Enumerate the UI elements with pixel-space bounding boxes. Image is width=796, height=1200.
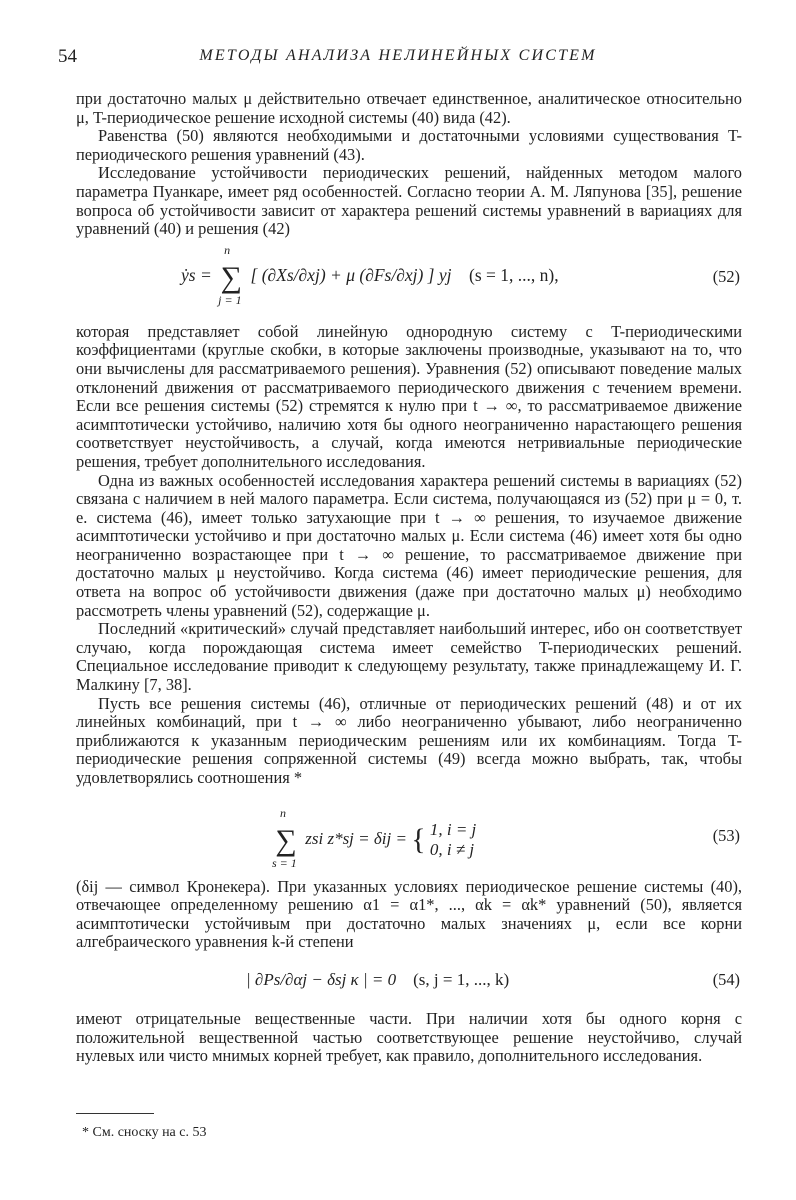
- footnote-rule: [76, 1113, 154, 1114]
- sum-upper-limit: n: [224, 242, 231, 257]
- paragraph-6: Последний «критический» случай представляет наибольший интерес, ибо он соответствует случаю, когда порождающая система имеет семейство T-периодических решений. Специальное исследование приводит к следующему результату, также принадлежащему И. Г. Малкину [7, 38].: [76, 619, 742, 695]
- equation-52-number: (52): [712, 266, 740, 286]
- case-1: 1, i = j: [429, 819, 477, 839]
- equation-53: [76, 788, 742, 878]
- case-2: 0, i ≠ j: [429, 839, 475, 859]
- paragraph-5: Одна из важных особенностей исследования характера решений системы в вариациях (52) связана с наличием в ней малого параметра. Если система, получающаяся из (52) при μ = 0, т. е. система (46), имеет только затухающие при t → ∞ решения, то изучаемое движение асимптотически устойчиво и при достаточно малых μ. Если система (46) имеет хотя бы одно неограниченно возрастающее при t → ∞ решение, то рассматриваемое движение при достаточно малых μ неустойчиво. Когда система (46) имеет периодические решения, для ответа на вопрос об устойчивости движения (даже при достаточно малых μ) необходимо рассмотреть члены уравнений (52), содержащие μ.: [76, 470, 742, 620]
- equation-52-condition: (s = 1, ..., n),: [469, 264, 559, 285]
- sum-lower-limit: j = 1: [218, 292, 242, 307]
- equation-54-number: (54): [712, 969, 740, 989]
- equation-53-body: zsi z*sj = δij =: [305, 828, 407, 848]
- sum-upper-limit-53: n: [280, 805, 286, 820]
- paragraph-1: при достаточно малых μ действительно отвечает единственное, аналитическое относительно μ, T-периодическое решение исходной системы (40) вида (42).: [76, 89, 742, 127]
- cases: [430, 820, 476, 860]
- paragraph-9: имеют отрицательные вещественные части. При наличии хотя бы одного корня с положительной вещественной частью соответствующее решение неустойчиво, случай нулевых или чисто мнимых корней требует, как правило, дополнительного исследования.: [76, 1008, 742, 1066]
- equation-53-formula: [271, 805, 477, 870]
- page-number: 54: [58, 46, 77, 67]
- equation-54: [76, 952, 742, 1010]
- sum-lower-limit-53: s = 1: [272, 855, 297, 870]
- equation-52-formula: [181, 242, 559, 307]
- summation-sign: n ∑ j = 1: [218, 242, 242, 307]
- equation-54-formula: [246, 970, 509, 990]
- paragraph-3: Исследование устойчивости периодических решений, найденных методом малого параметра Пуанкаре, имеет ряд особенностей. Согласно теории А. М. Ляпунова [35], решение вопроса об устойчивости зависит от характера решений системы уравнений в вариациях для уравнений (40) и решения (42): [76, 163, 742, 239]
- running-title: МЕТОДЫ АНАЛИЗА НЕЛИНЕЙНЫХ СИСТЕМ: [199, 47, 597, 64]
- paragraph-8: (δij — символ Кронекера). При указанных условиях периодическое решение системы (40), отвечающее определенному решению α1 = α1*, ..., αk = αk* уравнений (50), является асимптотически устойчивым при достаточно малых значениях μ, если все корни алгебраического уравнения k-й степени: [76, 876, 742, 952]
- cases-brace: {: [411, 822, 426, 856]
- equation-53-number: (53): [712, 825, 740, 845]
- paragraph-2: Равенства (50) являются необходимыми и достаточными условиями существования T-периодического решения уравнений (43).: [76, 126, 742, 164]
- equation-54-body: | ∂Ps/∂αj − δsj κ | = 0: [246, 969, 397, 989]
- equation-52-body: [ (∂Xs/∂xj) + μ (∂Fs/∂xj) ] yj: [250, 264, 452, 285]
- equation-52-lhs: ẏs =: [181, 264, 212, 285]
- equation-54-condition: (s, j = 1, ..., k): [413, 969, 510, 989]
- paragraph-4: которая представляет собой линейную однородную систему с T-периодическими коэффициентами (круглые скобки, в которые заключены производные, указывают на то, что они вычислены для рассматриваемого решения). Уравнения (52) описывают поведение малых отклонений движения от рассматриваемого периодического движения с течением времени. Если все решения системы (52) стремятся к нулю при t → ∞, то рассматриваемое движение асимптотически устойчиво, наличию хотя бы одного неограниченно нарастающего решения соответствует неустойчивость, а случай, когда имеются нетривиальные периодические решения, требует дополнительного исследования.: [76, 321, 742, 471]
- summation-sign-53: n ∑ s = 1: [272, 805, 297, 870]
- equation-52: [76, 239, 742, 323]
- paragraph-7: Пусть все решения системы (46), отличные от периодических решений (48) и от их линейных комбинаций, при t → ∞ либо неограниченно убывают, либо неограниченно приближаются к указанным периодическим решениям или их комбинациям. Тогда T-периодические решения сопряженной системы (49) всегда можно выбрать, так, чтобы удовлетворялись соотношения *: [76, 693, 742, 787]
- page-body: [76, 90, 742, 1066]
- footnote: * См. сноску на с. 53: [82, 1125, 207, 1140]
